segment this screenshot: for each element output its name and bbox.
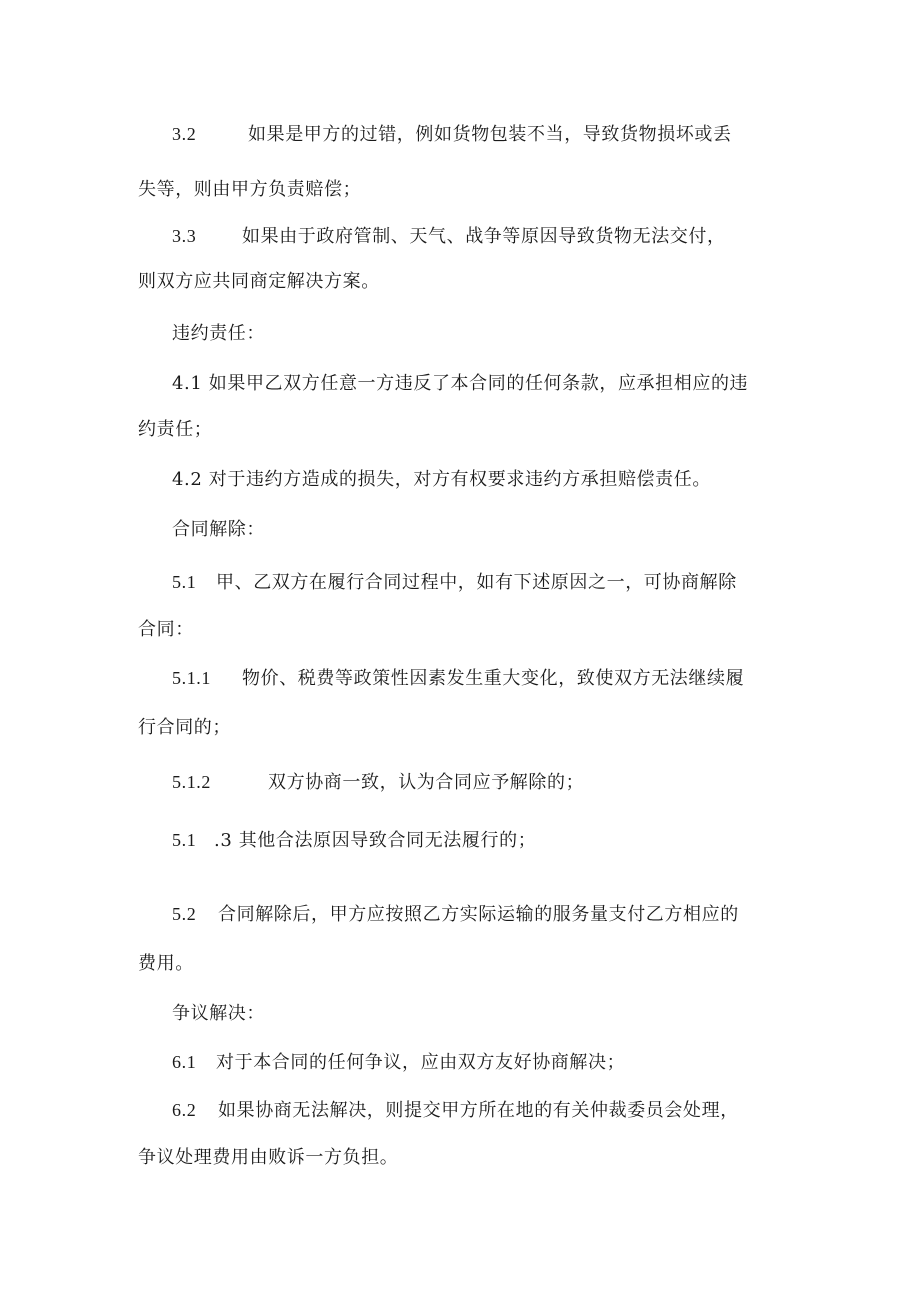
clause-4-2: 4.2 对于违约方造成的损失，对方有权要求违约方承担赔偿责任。 bbox=[172, 469, 711, 490]
clause-number: 5.1.1 bbox=[172, 668, 211, 688]
clause-5-1-2 bbox=[172, 770, 584, 795]
clause-3-3-line-2: 则双方应共同商定解决方案。 bbox=[138, 271, 380, 292]
clause-3-2-line-1 bbox=[172, 122, 732, 147]
clause-number: 6.1 bbox=[172, 1052, 197, 1072]
clause-number: 5.1 bbox=[172, 830, 197, 850]
clause-text: 合同解除后，甲方应按照乙方实际运输的服务量支付乙方相应的 bbox=[218, 904, 739, 925]
clause-text: 如果由于政府管制、天气、战争等原因导致货物无法交付， bbox=[242, 226, 726, 247]
clause-number: 3.3 bbox=[172, 226, 197, 246]
clause-5-2-line-1 bbox=[172, 902, 739, 927]
clause-5-1-line-2: 合同： bbox=[138, 619, 194, 640]
clause-text: 对于本合同的任何争议，应由双方友好协商解决； bbox=[216, 1052, 626, 1073]
clause-5-1-1-line-1 bbox=[172, 666, 744, 691]
section-heading-termination: 合同解除： bbox=[172, 519, 265, 540]
clause-text: 如果是甲方的过错，例如货物包装不当，导致货物损坏或丢 bbox=[248, 124, 732, 145]
clause-3-3-line-1 bbox=[172, 224, 726, 249]
clause-6-1 bbox=[172, 1050, 625, 1075]
section-heading-dispute: 争议解决： bbox=[172, 1003, 265, 1024]
clause-5-1-line-1 bbox=[172, 570, 737, 595]
clause-number: 5.1.2 bbox=[172, 772, 211, 792]
clause-number: 3.2 bbox=[172, 124, 197, 144]
clause-text: 双方协商一致，认为合同应予解除的； bbox=[268, 772, 585, 793]
clause-6-2-line-2: 争议处理费用由败诉一方负担。 bbox=[138, 1147, 399, 1168]
clause-5-1-1-line-2: 行合同的； bbox=[138, 717, 231, 738]
clause-3-2-line-2: 失等，则由甲方负责赔偿； bbox=[138, 179, 362, 200]
clause-5-1-3 bbox=[172, 828, 536, 853]
section-heading-breach: 违约责任： bbox=[172, 323, 265, 344]
clause-text: 甲、乙双方在履行合同过程中，如有下述原因之一，可协商解除 bbox=[216, 572, 737, 593]
clause-number: 6.2 bbox=[172, 1100, 197, 1120]
clause-text: 如果协商无法解决，则提交甲方所在地的有关仲裁委员会处理， bbox=[218, 1100, 739, 1121]
clause-number: 5.1 bbox=[172, 572, 197, 592]
clause-5-2-line-2: 费用。 bbox=[138, 953, 194, 974]
clause-text: .3 其他合法原因导致合同无法履行的； bbox=[214, 830, 537, 851]
clause-4-1-line-2: 约责任； bbox=[138, 419, 213, 440]
clause-4-1-line-1: 4.1 如果甲乙双方任意一方违反了本合同的任何条款，应承担相应的违 bbox=[172, 373, 749, 394]
clause-text: 物价、税费等政策性因素发生重大变化，致使双方无法继续履 bbox=[242, 668, 745, 689]
clause-6-2-line-1 bbox=[172, 1098, 739, 1123]
clause-number: 5.2 bbox=[172, 904, 197, 924]
